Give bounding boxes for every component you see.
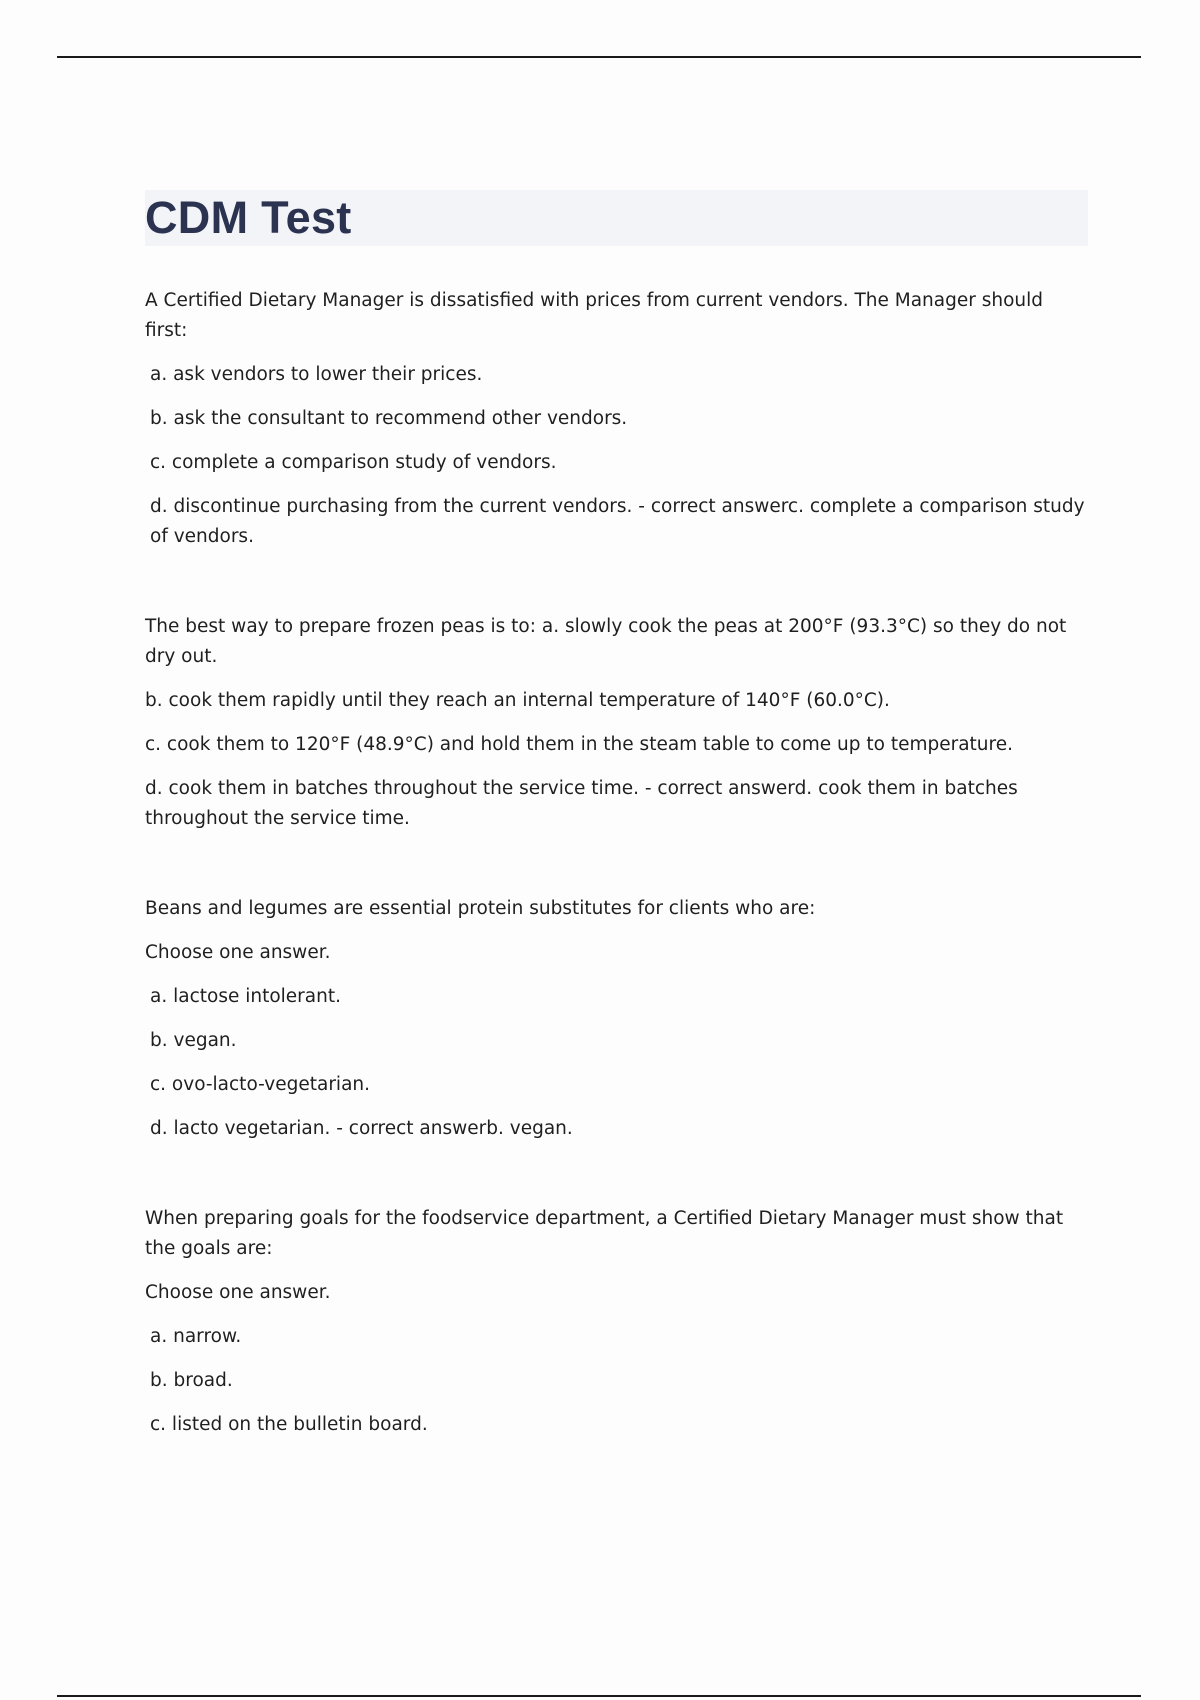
question-stem: The best way to prepare frozen peas is to: a. slowly cook the peas at 200°F (93.3°C) so they do not dry out. — [145, 616, 1067, 667]
question-block — [145, 286, 1085, 552]
answer-option: d. discontinue purchasing from the current vendors. - correct answerc. complete a comparison study of vendors. — [150, 496, 1085, 547]
answer-option: d. lacto vegetarian. - correct answerb. vegan. — [150, 1118, 573, 1139]
footer-rule — [57, 1695, 1141, 1697]
answer-option: a. narrow. — [150, 1326, 242, 1347]
answer-option: b. cook them rapidly until they reach an internal temperature of 140°F (60.0°C). — [145, 690, 890, 711]
question-spacer — [145, 848, 1085, 894]
question-block — [145, 894, 1085, 1144]
answer-option: a. ask vendors to lower their prices. — [150, 364, 483, 385]
answer-option: b. vegan. — [150, 1030, 237, 1051]
header-rule — [57, 56, 1141, 58]
question-block — [145, 612, 1085, 834]
page-title: CDM Test — [145, 192, 352, 243]
answer-option: d. cook them in batches throughout the service time. - correct answerd. cook them in batches throughout the service time. — [145, 778, 1018, 829]
answer-option: c. ovo-lacto-vegetarian. — [150, 1074, 371, 1095]
question-stem: When preparing goals for the foodservice department, a Certified Dietary Manager must show that the goals are: — [145, 1208, 1064, 1259]
question-stem: A Certified Dietary Manager is dissatisfied with prices from current vendors. The Manager should first: — [145, 290, 1044, 341]
question-spacer — [145, 1158, 1085, 1204]
question-stem: Beans and legumes are essential protein substitutes for clients who are: — [145, 898, 816, 919]
answer-option: b. broad. — [150, 1370, 233, 1391]
question-block — [145, 1204, 1085, 1440]
question-instruction: Choose one answer. — [145, 942, 331, 963]
answer-option: c. listed on the bulletin board. — [150, 1414, 428, 1435]
answer-option: c. complete a comparison study of vendors. — [150, 452, 557, 473]
question-list — [145, 286, 1085, 1454]
answer-option: b. ask the consultant to recommend other vendors. — [150, 408, 628, 429]
question-spacer — [145, 566, 1085, 612]
answer-option: a. lactose intolerant. — [150, 986, 341, 1007]
answer-option: c. cook them to 120°F (48.9°C) and hold them in the steam table to come up to temperature. — [145, 734, 1013, 755]
question-instruction: Choose one answer. — [145, 1282, 331, 1303]
